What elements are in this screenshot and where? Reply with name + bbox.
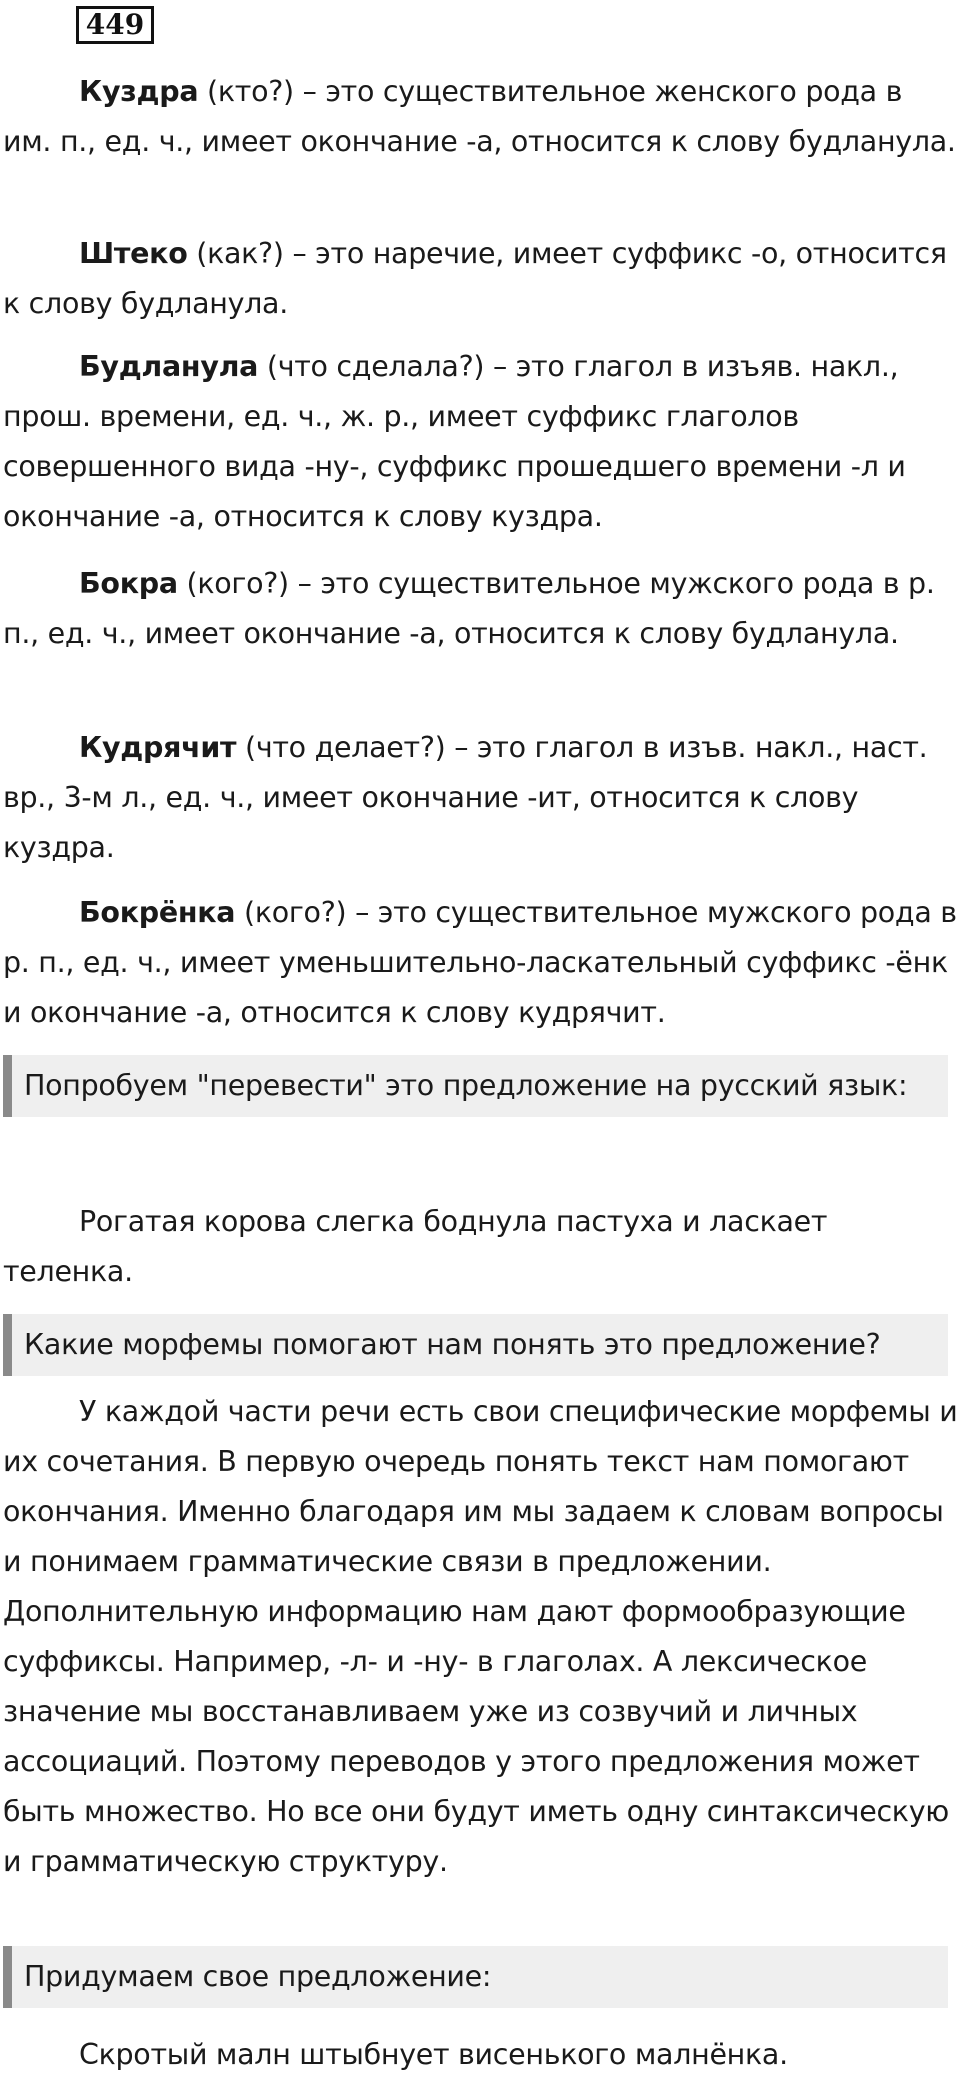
entry-term: Штеко [79, 237, 188, 270]
entry-kuzdra [3, 67, 958, 167]
callout-morphemes: Какие морфемы помогают нам понять это предложение? [3, 1314, 948, 1376]
entry-bokra [3, 559, 958, 659]
entry-text: (что делает?) – это глагол в изъв. накл., наст. вр., 3-м л., ед. ч., имеет окончание -ит, относится к слову куздра. [3, 731, 928, 864]
entry-text: (что сделала?) – это глагол в изъяв. накл., прош. времени, ед. ч., ж. р., имеет суффикс глаголов совершенного вида -ну-, суффикс прошедшего времени -л и окончание -а, относится к слову куздра. [3, 350, 906, 533]
entry-text: (кого?) – это существительное мужского рода в р. п., ед. ч., имеет окончание -а, относится к слову будланула. [3, 567, 935, 650]
callout-translate: Попробуем "перевести" это предложение на русский язык: [3, 1055, 948, 1117]
translation-text: Рогатая корова слегка боднула пастуха и ласкает теленка. [3, 1205, 828, 1288]
entry-kudryachit [3, 723, 958, 873]
morphemes-text: У каждой части речи есть свои специфические морфемы и их сочетания. В первую очередь понять текст нам помогают окончания. Именно благодаря им мы задаем к словам вопросы и понимаем грамматические связи в предложении. Дополнительную информацию нам дают формообразующие суффиксы. Например, -л- и -ну- в глаголах. А лексическое значение мы восстанавливаем уже из созвучий и личных ассоциаций. Поэтому переводов у этого предложения может быть множество. Но все они будут иметь одну синтаксическую и грамматическую структуру. [3, 1395, 958, 1878]
exercise-number: 449 [76, 6, 154, 44]
entry-term: Бокра [79, 567, 178, 600]
entry-text: (кто?) – это существительное женского рода в им. п., ед. ч., имеет окончание -а, относится к слову будланула. [3, 75, 956, 158]
entry-term: Будланула [79, 350, 259, 383]
entry-budlanula [3, 342, 958, 542]
entry-text: (кого?) – это существительное мужского рода в р. п., ед. ч., имеет уменьшительно-ласкательный суффикс -ёнк и окончание -а, относится к слову кудрячит. [3, 896, 957, 1029]
entry-bokryonka [3, 888, 958, 1038]
entry-text: (как?) – это наречие, имеет суффикс -о, относится к слову будланула. [3, 237, 947, 320]
entry-term: Бокрёнка [79, 896, 236, 929]
own-sentence-text: Скротый малн штыбнует висенького малнёнка. [79, 2038, 788, 2071]
callout-own-sentence: Придумаем свое предложение: [3, 1946, 948, 2008]
entry-shteko [3, 229, 958, 329]
entry-term: Куздра [79, 75, 199, 108]
entry-term: Кудрячит [79, 731, 237, 764]
